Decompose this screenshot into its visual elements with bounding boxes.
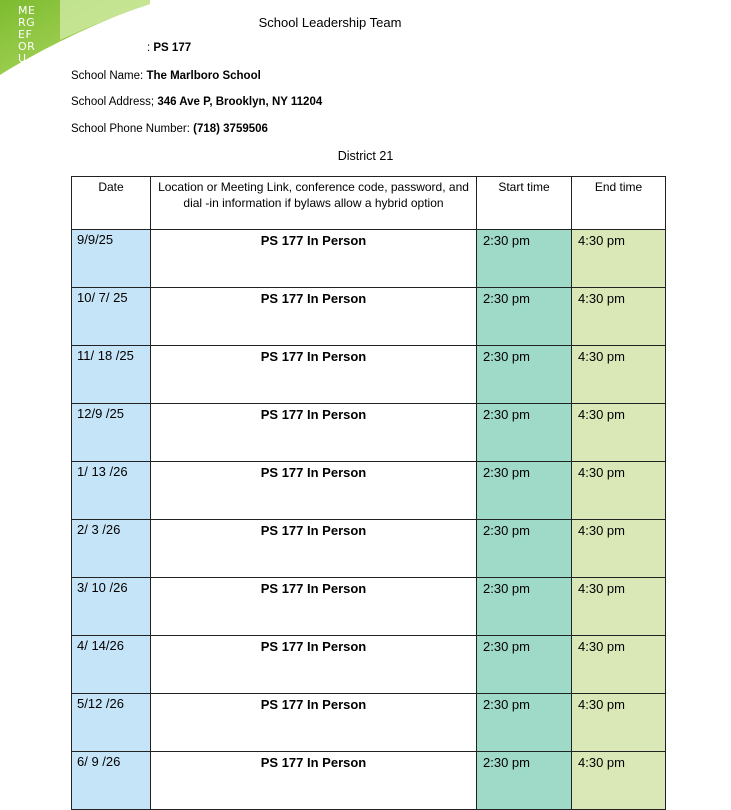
cell-start-time: 2:30 pm: [477, 462, 572, 520]
cell-location: PS 177 In Person: [151, 636, 477, 694]
table-row: [72, 288, 666, 346]
header-date: Date: [72, 177, 151, 230]
school-number: PS 177: [153, 42, 192, 54]
cell-location: PS 177 In Person: [151, 404, 477, 462]
school-phone-value: (718) 3759506: [193, 123, 268, 135]
table-row: [72, 230, 666, 288]
cell-end-time: 4:30 pm: [572, 694, 666, 752]
school-address-label: School Address;: [71, 96, 158, 108]
cell-start-time: 2:30 pm: [477, 230, 572, 288]
cell-start-time: 2:30 pm: [477, 636, 572, 694]
logo-text-line: RG: [18, 16, 36, 29]
cell-end-time: 4:30 pm: [572, 752, 666, 810]
cell-start-time: 2:30 pm: [477, 346, 572, 404]
cell-location: PS 177 In Person: [151, 694, 477, 752]
cell-location: PS 177 In Person: [151, 288, 477, 346]
cell-location: PS 177 In Person: [151, 230, 477, 288]
cell-start-time: 2:30 pm: [477, 520, 572, 578]
cell-date: 9/9/25: [72, 230, 151, 288]
cell-date: 5/12 /26: [72, 694, 151, 752]
cell-start-time: 2:30 pm: [477, 288, 572, 346]
cell-date: 10/ 7/ 25: [72, 288, 151, 346]
cell-date: 6/ 9 /26: [72, 752, 151, 810]
cell-location: PS 177 In Person: [151, 520, 477, 578]
school-number-prefix: :: [147, 42, 154, 54]
logo: [0, 0, 160, 75]
cell-end-time: 4:30 pm: [572, 288, 666, 346]
cell-date: 11/ 18 /25: [72, 346, 151, 404]
cell-start-time: 2:30 pm: [477, 404, 572, 462]
logo-text-line: U: [18, 52, 27, 65]
cell-end-time: 4:30 pm: [572, 578, 666, 636]
meeting-schedule-table: [71, 176, 666, 810]
district-label: District 21: [337, 149, 394, 163]
cell-date: 2/ 3 /26: [72, 520, 151, 578]
cell-start-time: 2:30 pm: [477, 752, 572, 810]
school-name-line: [71, 70, 261, 82]
cell-date: 3/ 10 /26: [72, 578, 151, 636]
table-row: [72, 752, 666, 810]
cell-end-time: 4:30 pm: [572, 404, 666, 462]
cell-location: PS 177 In Person: [151, 752, 477, 810]
cell-location: PS 177 In Person: [151, 462, 477, 520]
header-location: Location or Meeting Link, conference code, password, and dial -in information if bylaws allow a hybrid option: [151, 177, 477, 230]
cell-location: PS 177 In Person: [151, 578, 477, 636]
table-header-row: [72, 177, 666, 230]
header-start-time: Start time: [477, 177, 572, 230]
school-phone-label: School Phone Number:: [71, 123, 194, 135]
cell-location: PS 177 In Person: [151, 346, 477, 404]
school-phone-line: [71, 123, 268, 135]
cell-date: 4/ 14/26: [72, 636, 151, 694]
cell-end-time: 4:30 pm: [572, 346, 666, 404]
school-number-line: [147, 42, 191, 54]
table-row: [72, 462, 666, 520]
school-address-line: [71, 96, 322, 108]
page-title: School Leadership Team: [258, 15, 402, 30]
cell-end-time: 4:30 pm: [572, 520, 666, 578]
cell-start-time: 2:30 pm: [477, 578, 572, 636]
logo-text: [18, 5, 58, 65]
school-name-label: School Name:: [71, 70, 147, 82]
logo-text-line: OR: [18, 40, 36, 53]
logo-text-line: ME: [18, 4, 36, 17]
cell-end-time: 4:30 pm: [572, 462, 666, 520]
cell-start-time: 2:30 pm: [477, 694, 572, 752]
table-row: [72, 346, 666, 404]
logo-text-line: EF: [18, 28, 33, 41]
school-address-value: 346 Ave P, Brooklyn, NY 11204: [157, 96, 323, 108]
header-end-time: End time: [572, 177, 666, 230]
table-row: [72, 636, 666, 694]
table-row: [72, 520, 666, 578]
table-row: [72, 404, 666, 462]
cell-date: 12/9 /25: [72, 404, 151, 462]
cell-end-time: 4:30 pm: [572, 230, 666, 288]
school-name-value: The Marlboro School: [146, 70, 261, 82]
table-row: [72, 694, 666, 752]
cell-date: 1/ 13 /26: [72, 462, 151, 520]
table-row: [72, 578, 666, 636]
cell-end-time: 4:30 pm: [572, 636, 666, 694]
